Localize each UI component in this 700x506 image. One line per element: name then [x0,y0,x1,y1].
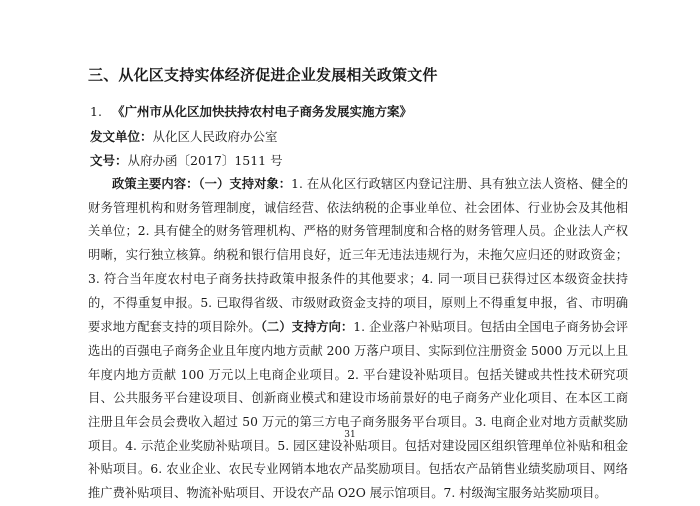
section-title: 三、从化区支持实体经济促进企业发展相关政策文件 [88,66,438,84]
docno-value: 从府办函〔2017〕1511 号 [127,153,283,168]
issuer-label: 发文单位： [90,129,153,144]
issuer-line [90,127,278,145]
document-title: 《广州市从化区加快扶持农村电子商务发展实施方案》 [111,104,412,119]
page-number: 31 [344,430,356,440]
document-number: 1. [90,104,102,119]
content-label: 政策主要内容： [112,176,199,191]
support-targets-label: （一）支持对象： [198,176,292,191]
support-directions-label: （二）支持方向： [260,319,354,335]
support-directions-text: 1. 企业落户补贴项目。包括由全国电子商务协会评选出的百强电子商务企业且年度内地方贡献 200 万落户项目、实际到位注册资金 5000 万元以上且年度内地方贡献 100 万元以上电商企业项目。2. 平台建设补贴项目。包括关键或共性技术研究项目、公共服务平台建设项目、创新商业模式和建设市场前景好的电子商务产业化项目、在本区工商注册且年会员会费收入超过 50 万元的第三方电子商务服务平台项目。3. 电商企业对地方贡献奖励项目。4. 示范企业奖励补贴项目。5. 园区建设补贴项目。包括对建设园区组织管理单位补贴和租金补贴项目。6. 农业企业、农民专业网销本地农产品奖励项目。包括农产品销售业绩奖励项目、网络推广费补贴项目、物流补贴项目、开设农产品 O2O 展示馆项目。7. 村级淘宝服务站奖励项目。 [88,320,628,501]
docno-label: 文号： [90,153,128,168]
policy-content [88,172,628,506]
issuer-value: 从化区人民政府办公室 [152,129,278,144]
support-targets-text: 1. 在从化区行政辖区内登记注册、具有独立法人资格、健全的财务管理机构和财务管理制度，诚信经营、依法纳税的企事业单位、社会团体、行业协会及其他相关单位；2. 具有健全的财务管理机构、严格的财务管理制度和合格的财务管理人员。企业法人产权明晰，实行独立核算。纳税和银行信用良好，近三年无违法违规行为，未拖欠应归还的财政资金；3. 符合当年度农村电子商务扶持政策申报条件的其他要求；4. 同一项目已获得过区本级资金扶持的，不得重复申报。5. 已取得省级、市级财政资金支持的项目，原则上不得重复申报，省、市明确要求地方配套支持的项目除外。 [88,177,628,335]
document-heading [90,102,412,120]
document-number-line [90,151,283,169]
